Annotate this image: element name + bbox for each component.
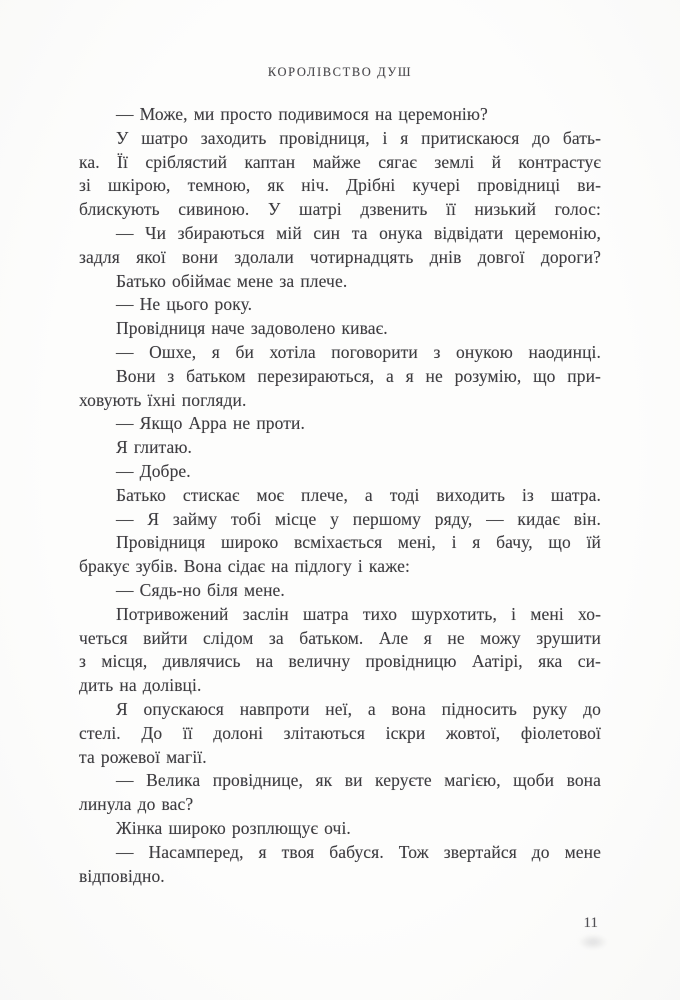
text-line: задля якої вони здолали чотирнадцять днів довгої дороги? — [79, 246, 601, 267]
page-text — [79, 103, 601, 888]
text-line: — Насамперед, я твоя бабуся. Тож звертайся до мене — [116, 841, 601, 862]
text-line: — Якщо Арра не проти. — [116, 413, 305, 434]
text-line: Я опускаюся навпроти неї, а вона підносить руку до — [116, 698, 601, 719]
text-line: бракує зубів. Вона сідає на підлогу і каже: — [79, 556, 410, 577]
page-number: 11 — [583, 915, 598, 931]
text-line: та рожевої магії. — [79, 746, 207, 767]
text-line: ка. Її сріблястий каптан майже сягає землі й контрастує — [79, 151, 601, 172]
text-line: — Добре. — [116, 460, 191, 481]
text-line: ховують їхні погляди. — [79, 389, 247, 410]
text-line: линула до вас? — [79, 794, 194, 815]
text-line: Вони з батьком перезираються, а я не розумію, що при- — [116, 365, 601, 386]
text-line: четься вийти слідом за батьком. Але я не можу зрушити — [79, 627, 601, 648]
running-head: КОРОЛІВСТВО ДУШ — [267, 65, 413, 79]
text-line: — Велика провіднице, як ви керуєте магією, щоби вона — [116, 770, 601, 791]
text-line: Батько стискає моє плече, а тоді виходить із шатра. — [116, 484, 601, 505]
text-line: Провідниця широко всміхається мені, і я бачу, що їй — [116, 532, 601, 553]
text-line: Батько обіймає мене за плече. — [116, 270, 348, 291]
text-line: У шатро заходить провідниця, і я притискаюся до бать- — [116, 127, 601, 148]
scan-smudge-artifact — [578, 934, 608, 950]
text-line: — Я займу тобі місце у першому ряду, — кидає він. — [116, 508, 601, 529]
text-line: — Не цього року. — [116, 294, 253, 315]
text-line: Потривожений заслін шатра тихо шурхотить, і мені хо- — [116, 603, 601, 624]
text-line: стелі. До її долоні злітаються іскри жовтої, фіолетової — [79, 722, 601, 743]
text-line: зі шкірою, темною, як ніч. Дрібні кучері провідниці ви- — [79, 175, 601, 196]
text-line: з місця, дивлячись на величну провідницю Аатірі, яка си- — [79, 651, 601, 672]
text-line: дить на долівці. — [79, 675, 202, 696]
text-line: Провідниця наче задоволено киває. — [116, 318, 388, 339]
text-line: відповідно. — [79, 865, 165, 886]
text-line: — Чи збираються мій син та онука відвідати церемонію, — [116, 222, 601, 243]
text-line: — Ошхе, я би хотіла поговорити з онукою наодинці. — [116, 341, 601, 362]
text-line: Я глитаю. — [116, 437, 193, 458]
text-line: — Сядь-но біля мене. — [116, 579, 285, 600]
text-line: блискують сивиною. У шатрі дзвенить її низький голос: — [79, 199, 601, 220]
text-line: Жінка широко розплющує очі. — [116, 817, 351, 838]
text-line: — Може, ми просто подивимося на церемонію? — [116, 104, 488, 124]
